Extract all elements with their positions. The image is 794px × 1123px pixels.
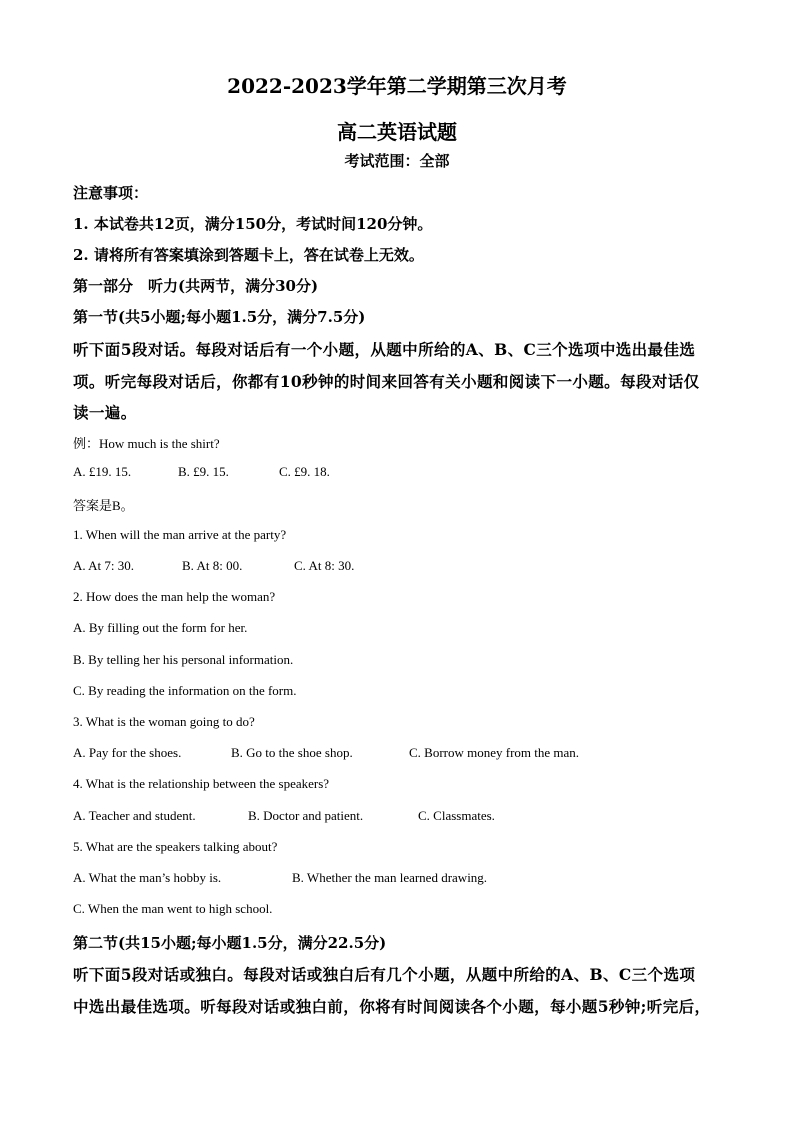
question-option: B. At 8: 00. bbox=[182, 558, 243, 573]
part1-heading: 第一部分 听力(共两节，满分30分) bbox=[73, 277, 319, 295]
question-option: A. At 7: 30. bbox=[73, 558, 135, 573]
question-option: C. At 8: 30. bbox=[294, 558, 355, 573]
section2-instruction: 听下面5段对话或独白。每段对话或独白后有几个小题，从题中所给的A、B、C三个选项 bbox=[73, 965, 696, 984]
section2-heading: 第二节(共15小题;每小题1.5分，满分22.5分) bbox=[73, 934, 387, 952]
example-option: A. £19. 15. bbox=[73, 464, 132, 479]
question-option: A. What the man’s hobby is. bbox=[73, 870, 222, 885]
question-option: C. Borrow money from the man. bbox=[409, 745, 580, 760]
question-option: A. Pay for the shoes. bbox=[73, 745, 182, 760]
section1-instruction: 听下面5段对话。每段对话后有一个小题，从题中所给的A、B、C三个选项中选出最佳选 bbox=[73, 340, 696, 359]
example-option: C. £9. 18. bbox=[279, 464, 330, 479]
question-option: C. When the man went to high school. bbox=[73, 901, 273, 916]
notice-item: 1. 本试卷共12页，满分150分，考试时间120分钟。 bbox=[73, 215, 433, 233]
question: 3. What is the woman going to do? bbox=[73, 714, 255, 729]
question: 5. What are the speakers talking about? bbox=[73, 839, 278, 854]
section2-instruction: 中选出最佳选项。听每段对话或独白前，你将有时间阅读各个小题，每小题5秒钟;听完后， bbox=[73, 997, 711, 1016]
question-option: A. Teacher and student. bbox=[73, 808, 196, 823]
notice-heading: 注意事项： bbox=[73, 184, 149, 202]
question-option: C. By reading the information on the form. bbox=[73, 683, 297, 698]
section1-instruction: 读一遍。 bbox=[73, 403, 137, 422]
question-option: B. Whether the man learned drawing. bbox=[292, 870, 488, 885]
question: 4. What is the relationship between the speakers? bbox=[73, 776, 330, 791]
question-option: B. Doctor and patient. bbox=[248, 808, 364, 823]
question-option: C. Classmates. bbox=[418, 808, 495, 823]
question-option: A. By filling out the form for her. bbox=[73, 620, 248, 635]
exam-title: 2022-2023学年第二学期第三次月考 bbox=[227, 74, 567, 98]
example-answer: 答案是B。 bbox=[73, 498, 134, 513]
example-option: B. £9. 15. bbox=[178, 464, 229, 479]
exam-subtitle: 高二英语试题 bbox=[337, 120, 457, 144]
example-question: 例：How much is the shirt? bbox=[73, 436, 220, 451]
exam-scope: 考试范围：全部 bbox=[344, 152, 450, 170]
notice-item: 2. 请将所有答案填涂到答题卡上，答在试卷上无效。 bbox=[73, 246, 424, 264]
section1-instruction: 项。听完每段对话后，你都有10秒钟的时间来回答有关小题和阅读下一小题。每段对话仅 bbox=[73, 372, 700, 391]
question-option: B. By telling her his personal information. bbox=[73, 652, 294, 667]
question: 2. How does the man help the woman? bbox=[73, 589, 276, 604]
question: 1. When will the man arrive at the party? bbox=[73, 527, 287, 542]
section1-heading: 第一节(共5小题;每小题1.5分，满分7.5分) bbox=[73, 308, 366, 326]
question-option: B. Go to the shoe shop. bbox=[231, 745, 353, 760]
